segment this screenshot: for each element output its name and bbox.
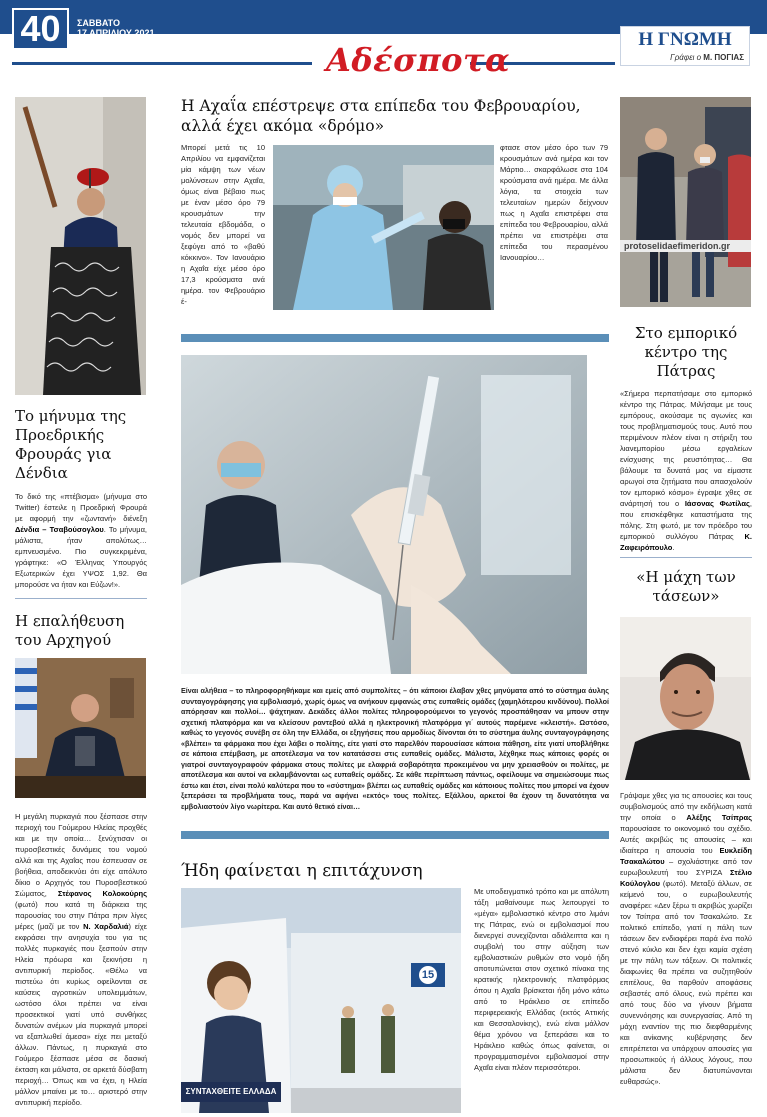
text-run: , που επισκέφθηκε καταστήματα της πόλης. Στη φωτό, με τον πρόεδρο του εμπορικού συλλόγου Πάτρας <box>620 499 752 541</box>
byline <box>670 53 744 62</box>
text-run: ) είχε εκφράσει την ανησυχία του για τις πολλές πυρκαγιές που ξεσπούν στην Ηλεία πρόωρα και ξεκινήσει η αντιπυρική περίοδος. «Θέλω να πιστεύω ότι κυρίως οφείλονται σε καύσεις αγροτικών υπολειμμάτων, ωστόσο όλοι πρέπει να είναι προσεκτικοί γιατί υπό συνθήκες δυνατών ανέμων μία πυρκαγιά μπορεί να εξαπλωθεί άμεσα» είχε πει μεταξύ άλλων. Πάντως, η πυρκαγιά στο Γούμερο ξέσπασε μέσα σε δασική έκταση και μάλιστα, σε αρκετά δύσβατη περιοχή… Όπως και να έχει, η Ηλεία μάλλον μπαίνει με το… αριστερό στην αντιπυρική περίοδο. <box>15 922 147 1107</box>
dendia-headline: Το μήνυμα της Προεδρικής Φρουράς για Δένδια <box>15 407 127 482</box>
text-run: Γράψαμε χθες για τις απουσίες και τους συμβολισμούς από την εκδήλωση κατά την οποία ο <box>620 791 752 822</box>
text-run: (φωτό) που κατά τη διάρκεια της παρουσίας του στην Πάτρα πριν λίγες μέρες (μαζί με τον <box>15 900 147 931</box>
text-run: . <box>672 543 675 552</box>
text-run: – σχολιάστηκε από τον ευρωβουλευτή του ΣΥΡΙΖΑ <box>620 857 752 877</box>
merchants-illustration <box>620 97 751 307</box>
main-body-col1: Μπορεί μετά τις 10 Απριλίου να εμφανίζεται μία κάμψη των νέων μολύνσεων στην Αχαΐα, όμως είναι βέβαιο πως με έναν μέσο όρο 79 κρουσμάτων την τελευταία εβδομάδα, ο νομός δεν μπορεί να ξεφύγει από το «βαθύ κόκκινο». Τον Ιανουάριο η Αχαΐα είχε μέσο όρο 17,3 κρούσματα ανά ημέρα. τον Φεβρουάριο έ- <box>181 143 265 306</box>
bold-name: Κ. Ζαφειρόπουλο <box>620 532 752 552</box>
bold-name: Στέφανος Κολοκούρης <box>57 889 147 898</box>
bottom-headline: Ήδη φαίνεται η επιτάχυνση <box>181 861 423 881</box>
bold-name: Αλέξης Τσίπρας <box>686 813 752 822</box>
dendia-body <box>15 491 147 590</box>
swab-test-photo <box>273 145 494 310</box>
page-number: 40 <box>12 8 69 50</box>
left-divider <box>15 598 147 599</box>
right-divider <box>620 557 752 558</box>
center-band-1 <box>181 334 609 342</box>
brand-box <box>620 26 750 66</box>
chief-body <box>15 811 147 1108</box>
text-run: Η μεγάλη πυρκαγιά που ξέσπασε στην περιοχή του Γούμερου Ηλείας προχθές και με την οποία… ξενύχτισαν οι πυροσβεστικές δυνάμεις του νομού αλλά και της Αχαΐας που έσπευσαν σε βοήθεια, αποδεικνύει ότι είχε απόλυτο δίκιο ο Αρχηγός του Πυροσβεστικού Σώματος, <box>15 812 147 898</box>
section-title: Αδέσποτα <box>326 41 511 79</box>
bold-name: Δένδια – Τσαβούσογλου <box>15 525 104 534</box>
kouloglou-photo <box>620 617 751 780</box>
bold-name: Ευκλείδη Τσακαλώτου <box>620 846 752 866</box>
day-label: ΣΑΒΒΑΤΟ <box>77 18 120 28</box>
brand-logo: Η ΓΝΩΜΗ <box>638 29 732 50</box>
header-rule-left <box>12 62 312 65</box>
market-headline: Στο εμπορικό κέντρο της Πάτρας <box>634 324 738 380</box>
bold-name: Ν. Χαρδαλιά <box>83 922 129 931</box>
evzone-photo <box>15 97 146 395</box>
text-run: παρουσίασε το οικονομικό του σχέδιο. Αυτές ακριβώς τις απουσίες – και ιδιαίτερα η απουσία του <box>620 824 752 855</box>
date-label: 17 ΑΠΡΙΛΙΟΥ 2021 <box>77 28 155 38</box>
main-headline: Η Αχαΐα επέστρεψε στα επίπεδα του Φεβρουαρίου, αλλά έχει ακόμα «δρόμο» <box>181 97 581 135</box>
battle-headline: «Η μάχη των τάσεων» <box>636 568 736 605</box>
bold-name: Στέλιο Κούλογλου <box>620 868 752 888</box>
evzone-illustration <box>15 97 146 395</box>
bold-name: Ιάσονας Φωτίλας <box>684 499 750 508</box>
vaccine-photo <box>181 355 587 674</box>
bottom-body: Με υποδειγματικό τρόπο και με απόλυτη τάξη μαθαίνουμε πως λειτουργεί το «μέγα» εμβολιαστικό κέντρο στο λιμάνι της Πάτρας, ενώ οι εμβολιασμοί που διενεργεί συνεχίζονται αδιάλειπτα και η συμβολή του στην αύξηση των εμβολιαστικών ρυθμών στο νομό ήδη αποτυπώνεται στον σχετικό πίνακα της κρατικής ηλεκτρονικής πλατφόρμας όπου η Αχαΐα βρίσκεται ήδη μόνο κάτω από το Ηράκλειο σε επίπεδο περιφερειακής Ελλάδας (εκτός Αττικής και Θεσσαλονίκης), ενώ είναι μάλλον θέμα χρόνου να ξεπεράσει και το Ηράκλειο καθώς όπως φαίνεται, οι προγραμματισμένοι εμβολιασμοί στην Αχαΐα είναι πλέον περισσότεροι. <box>474 887 609 1072</box>
site-caption: protoselidaefimeridon.gr <box>620 240 751 252</box>
date-block <box>77 18 154 38</box>
text-run: . Το μήνυμα, μάλιστα, ήταν απολύτως… εμπνευσμένο. Πιο συγκεκριμένα, γράφτηκε: «Ο Έλληνας Υπουργός Εξωτερικών έχει ΥΨΟΣ 1,92. Θα μπορούσε να ήταν και Εύζων!». <box>15 525 147 589</box>
text-run: (φωτό). Μεταξύ άλλων, σε κείμενό του, ο ευρωβουλευτής αναφέρει: «Δεν ξέρω τι ακριβώς χωρίζει τον Τσίπρα από τον Τσακαλώτο. Σε πολιτικό επίπεδο, γιατί η πάλη των τάσεων δεν ενδιαφέρει παρά ένα πολύ στενό κύκλο και δεν έχει καμία σχέση με την πάλη των τάξεων. Οι πολιτικές διαφωνίες θα πρέπει να συζητηθούν επιτέλους, θα παρθούν αποφάσεις σεβαστές από όλους, ενώ πρέπει και από τους δύο να γίνουν βήματα συνεννόησης και συνεργασίας. Από τη μάχη εναντίον της πιο διεφθαρμένης και ανίκανης κυβέρνησης δεν επιτρέπεται να υπάρχουν απουσίες για προσωπικούς ή άλλους λόγους, που μάλιστα δεν διατυπώνονται ευθαρσώς». <box>620 879 752 1086</box>
room-number: 15 <box>421 969 435 981</box>
text-run: Το δικό της «πτέβισμα» (μήνυμα στο Twitter) έστειλε η Προεδρική Φρουρά με αφορμή την «ζωντανή» διένεξη <box>15 492 147 523</box>
market-body <box>620 388 752 553</box>
vaccination-center-photo <box>181 888 461 1113</box>
vaccine-body: Είναι αλήθεια – το πληροφορηθήκαμε και εμείς από συμπολίτες – ότι κάποιοι έλαβαν χθες μηνύματα από το σύστημα άυλης συνταγογράφησης για εμβολιασμό, χωρίς όμως να ανήκουν εμφανώς στις ευπαθείς ομάδες (χαμηλότερου κινδύνου). Πολλοί απόρησαν και πολλοί… ψάχτηκαν. Δεκάδες άλλοι πολίτες πληροφορούμενοι το γεγονός προσπάθησαν να μπουν στην σχετική πλατφόρμα και να κλείσουν ραντεβού αλλά η ηλεκτρονική πλατφόρμα γι΄ αυτούς παρέμενε «κλειστή». Ωστόσο, καθώς το γεγονός συνέβη σε όλη την Ελλάδα, οι εξηγήσεις που αρμοδίως δίνονται ότι το σύστημα άυλης συνταγογράφησης «βλέπει» τα φάρμακα που έχει λάβει ο πολίτης, είτε γιατί στο παρελθόν παρουσίασε κάποια πάθηση, είτε γιατί υποβλήθηκε σε κάποια επέμβαση, με αποτέλεσμα να τον κατατάσσει στις ευπαθείς ομάδες. Μάλιστα, λέχθηκε πως κάποιες φορές οι γιατροί συνταγογραφούν φάρμακα στους πολίτες με ελαφριά σοβαρότητα προκειμένου να μην χρειασθούν οι πολίτες, με αποτέλεσμα και αυτοί να εκλαμβάνονται ως ευπαθείς ομάδες. Σε κάθε περίπτωση πάντως, οφείλουμε να σημειώσουμε πως έστω και έτσι, είναι πολύ καλύτερα που το «σύστημα» βλέπει ως ευπαθείς ομάδες και κάποιους πολίτες που μπορεί να έχουν ξεπεράσει τα προβλήματα τους, παρά να αφήνει «εκτός» τους πολίτες. Εξάλλου, αρκετοί θα έχουν τη δυνατότητα να εμβολιαστούν λίγο νωρίτερα. Και αυτό θετικό είναι… <box>181 686 609 811</box>
vaccination-center-illustration <box>181 888 461 1113</box>
text-run: «Σήμερα περπατήσαμε στο εμπορικό κέντρο της Πάτρας. Μιλήσαμε με τους εμπόρους, ακούσαμε τις αγωνίες και τους προβληματισμούς τους. Αυτό που περιμένουν πλέον είναι η στήριξη του λιανεμπορίου μέσω εργαλείων ενίσχυσης της ρευστότητας… Θα βάλουμε τα δυνατά μας να είμαστε αρωγοί στα ζητήματα που απασχολούν τον εμπορικό κόσμο» έγραψε χθες σε ανάρτησή του ο <box>620 389 752 508</box>
merchants-photo <box>620 97 751 307</box>
fire-chief-illustration <box>15 658 146 798</box>
main-body-col2: φτασε στον μέσο όρο των 79 κρουσμάτων ανά ημέρα και τον Μάρτιο… σκαρφάλωσε στα 104 κρούσματα ανά ημέρα. Με άλλα λόγια, τα στοιχεία των τελευταίων ημερών δείχνουν πως η Αχαΐα επιστρέφει στα επίπεδα του Φεβρουαρίου, αλλά πρέπει να επιστρέψει στα επίπεδα του περασμένου Ιανουαρίου… <box>500 143 608 262</box>
poster-caption: ΣΥΝΤΑΧΘΕΙΤΕ ΕΛΛΑΔΑ <box>181 1082 281 1102</box>
byline-author: Μ. ΠΟΓΙΑΣ <box>703 53 744 62</box>
chief-headline: Η επαλήθευση του Αρχηγού <box>15 612 125 649</box>
center-band-2 <box>181 831 609 839</box>
kouloglou-illustration <box>620 617 751 780</box>
battle-body <box>620 790 752 1087</box>
byline-prefix: Γράφει ο <box>670 53 702 62</box>
vaccine-syringe-illustration <box>181 355 587 674</box>
covid-test-illustration <box>273 145 494 310</box>
chief-photo <box>15 658 146 798</box>
